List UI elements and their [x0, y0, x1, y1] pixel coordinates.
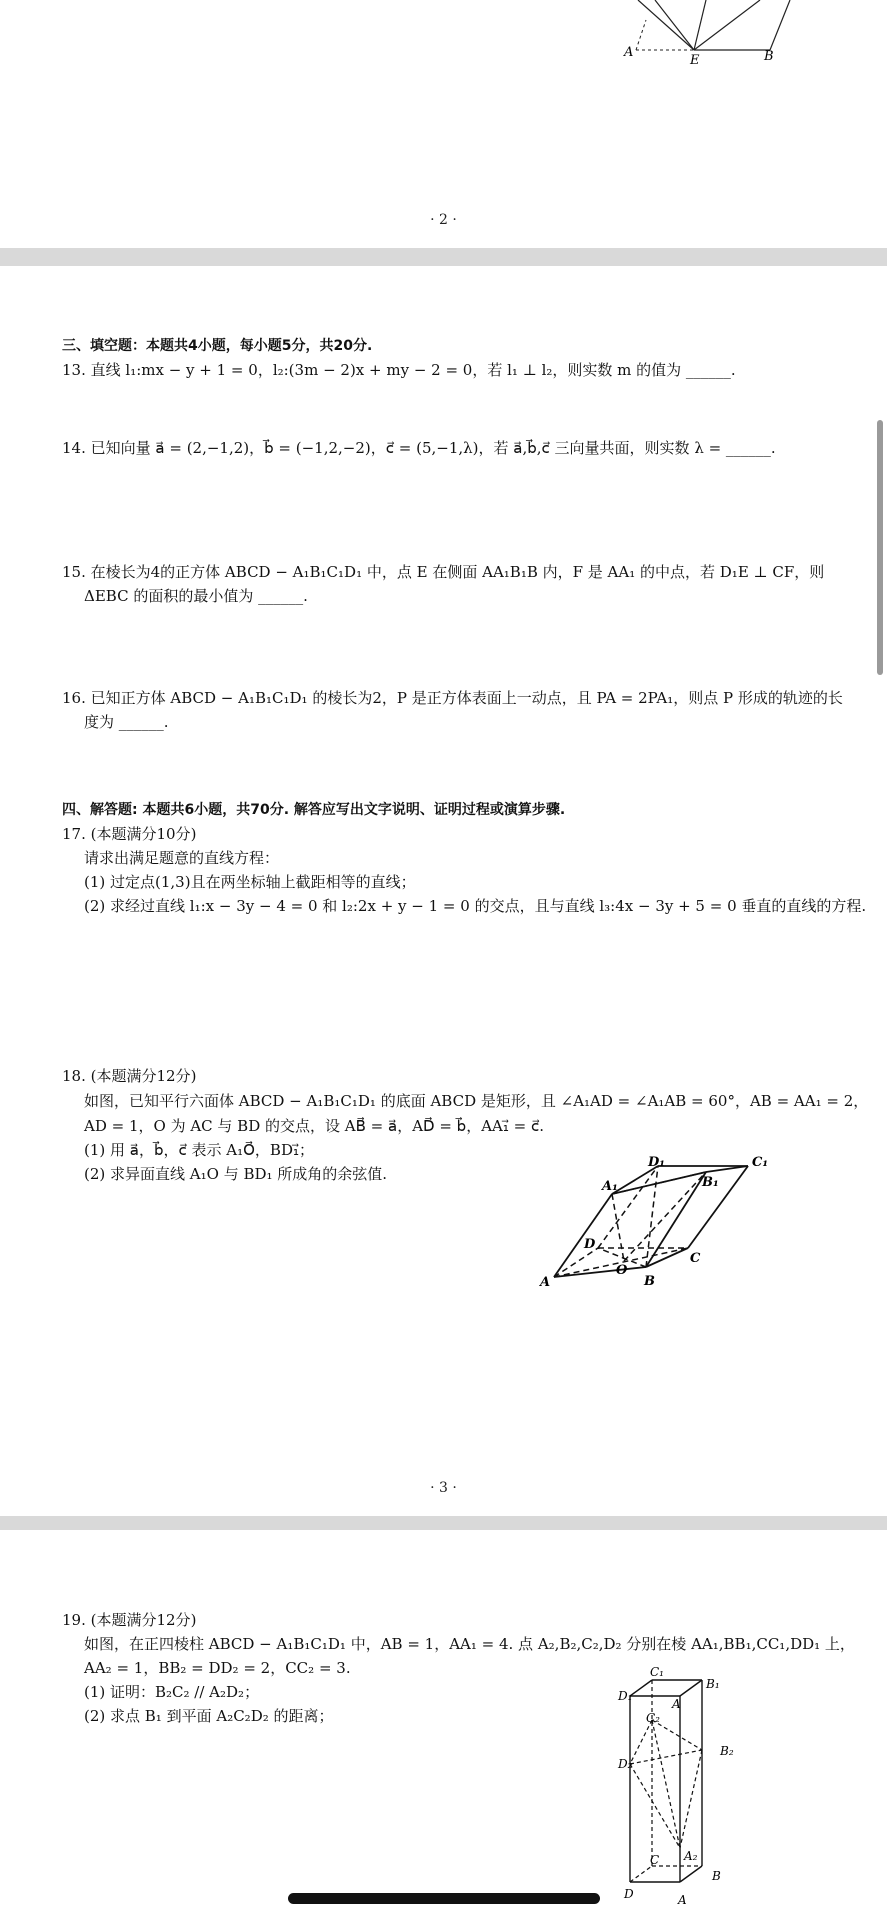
- fig18-label-c1: C₁: [752, 1155, 769, 1170]
- fig19-label-b: B: [712, 1869, 721, 1883]
- question-18-line1: 如图，已知平行六面体 ABCD − A₁B₁C₁D₁ 的底面 ABCD 是矩形，且 ∠A₁AD = ∠A₁AB = 60°，AB = AA₁ = 2，: [84, 1092, 869, 1110]
- question-18-line2: AD = 1，O 为 AC 与 BD 的交点，设 AB⃗ = a⃗，AD⃗ = b⃗，AA₁⃗ = c⃗.: [84, 1117, 544, 1135]
- page-number: · 3 ·: [430, 1480, 457, 1496]
- fig-label-a: A: [624, 45, 634, 60]
- fig19-label-d1: D₁: [618, 1689, 633, 1703]
- question-19-title: 19. (本题满分12分): [62, 1611, 197, 1629]
- page-3: [0, 266, 887, 1516]
- fig19-label-c1: C₁: [650, 1665, 664, 1679]
- fig18-label-d1: D₁: [648, 1155, 665, 1170]
- home-indicator[interactable]: [288, 1893, 600, 1904]
- question-16-line2: 度为 ______.: [84, 713, 169, 731]
- fig19-label-a: A: [678, 1893, 687, 1907]
- fig19-label-d: D: [624, 1887, 634, 1901]
- question-13: 13. 直线 l₁:mx − y + 1 = 0，l₂:(3m − 2)x + my − 2 = 0，若 l₁ ⊥ l₂，则实数 m 的值为 ______.: [62, 361, 736, 379]
- fig18-label-b: B: [644, 1274, 655, 1289]
- page2-figure: [0, 0, 887, 70]
- figure-square-prism: [0, 1530, 887, 1920]
- question-18-part2: (2) 求异面直线 A₁O 与 BD₁ 所成角的余弦值.: [84, 1165, 388, 1183]
- fig18-label-o: O: [616, 1263, 628, 1278]
- question-19-part1: (1) 证明：B₂C₂ // A₂D₂；: [84, 1683, 260, 1701]
- fig19-label-a2: A₂: [684, 1849, 698, 1863]
- question-14: 14. 已知向量 a⃗ = (2,−1,2)，b⃗ = (−1,2,−2)，c⃗ = (5,−1,λ)，若 a⃗,b⃗,c⃗ 三向量共面，则实数 λ = ______.: [62, 439, 776, 457]
- question-17-intro: 请求出满足题意的直线方程：: [84, 849, 280, 867]
- question-17-title: 17. (本题满分10分): [62, 825, 197, 843]
- question-17-part1: (1) 过定点(1,3)且在两坐标轴上截距相等的直线；: [84, 873, 416, 891]
- question-17-part2: (2) 求经过直线 l₁:x − 3y − 4 = 0 和 l₂:2x + y − 1 = 0 的交点，且与直线 l₃:4x − 3y + 5 = 0 垂直的直线的方程.: [84, 897, 867, 915]
- fig19-label-a1: A: [672, 1697, 681, 1711]
- figure-parallelepiped: [0, 266, 887, 1516]
- page-4: [0, 1530, 887, 1920]
- fig19-label-d2: D₂: [618, 1757, 633, 1771]
- page-2: [0, 0, 887, 248]
- question-19-part2: (2) 求点 B₁ 到平面 A₂C₂D₂ 的距离；: [84, 1707, 334, 1725]
- question-19-line1: 如图，在正四棱柱 ABCD − A₁B₁C₁D₁ 中，AB = 1，AA₁ = 4. 点 A₂,B₂,C₂,D₂ 分别在棱 AA₁,BB₁,CC₁,DD₁ 上，: [84, 1635, 855, 1653]
- question-15-line1: 15. 在棱长为4的正方体 ABCD − A₁B₁C₁D₁ 中，点 E 在侧面 AA₁B₁B 内，F 是 AA₁ 的中点，若 D₁E ⊥ CF，则: [62, 563, 825, 581]
- fig18-label-d: D: [584, 1237, 596, 1252]
- question-15-line2: ΔEBC 的面积的最小值为 ______.: [84, 587, 308, 605]
- fig-label-e: E: [690, 53, 700, 68]
- fig18-label-b1: B₁: [702, 1175, 719, 1190]
- question-18-title: 18. (本题满分12分): [62, 1067, 197, 1085]
- page-number: · 2 ·: [430, 212, 457, 228]
- question-19-line2: AA₂ = 1，BB₂ = DD₂ = 2，CC₂ = 3.: [84, 1659, 351, 1677]
- scrollbar[interactable]: [877, 420, 883, 675]
- fig19-label-b2: B₂: [720, 1744, 734, 1758]
- section3-heading: 三、填空题：本题共4小题，每小题5分，共20分.: [62, 338, 373, 354]
- question-18-part1: (1) 用 a⃗，b⃗，c⃗ 表示 A₁O⃗，BD₁⃗；: [84, 1141, 314, 1159]
- question-16-line1: 16. 已知正方体 ABCD − A₁B₁C₁D₁ 的棱长为2，P 是正方体表面上一动点，且 PA = 2PA₁，则点 P 形成的轨迹的长: [62, 689, 843, 707]
- fig-label-b: B: [764, 49, 774, 64]
- fig18-label-a: A: [540, 1275, 551, 1290]
- fig19-label-b1: B₁: [706, 1677, 720, 1691]
- section4-heading: 四、解答题: 本题共6小题，共70分. 解答应写出文字说明、证明过程或演算步骤.: [62, 802, 566, 818]
- fig18-label-a1: A₁: [602, 1179, 618, 1194]
- fig19-label-c2: C₂: [646, 1711, 660, 1725]
- fig18-label-c: C: [690, 1251, 701, 1266]
- fig19-label-c: C: [650, 1853, 660, 1867]
